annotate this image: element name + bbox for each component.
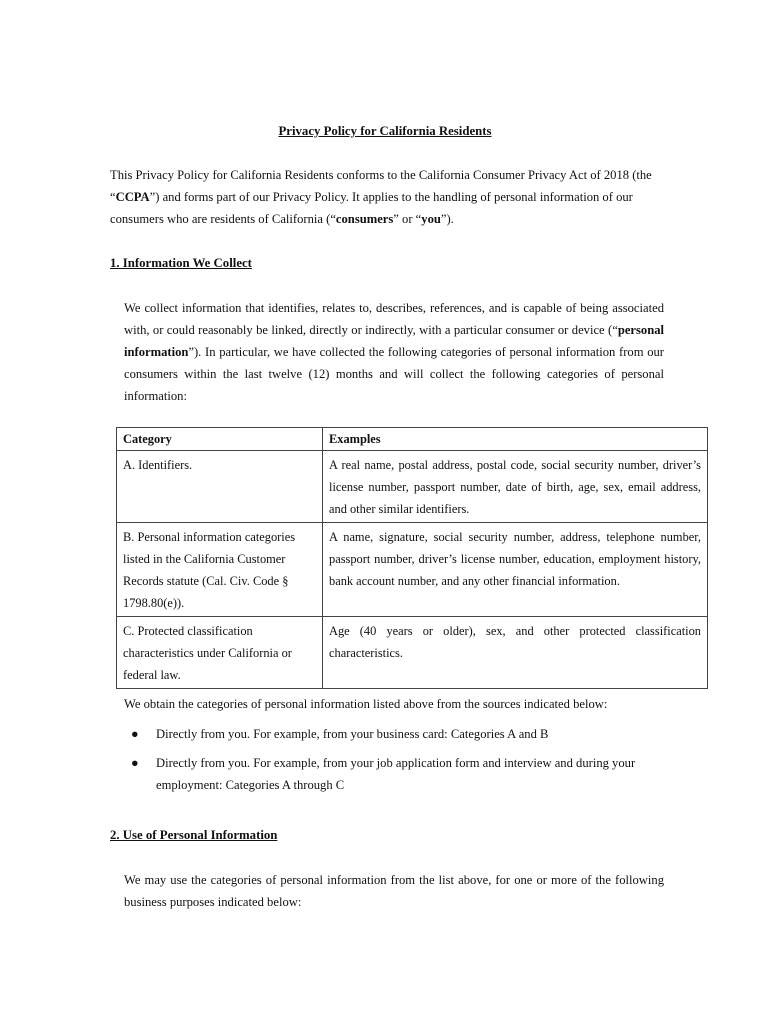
intro-bold-ccpa: CCPA: [115, 190, 150, 204]
section1-bold-personal-information: personal information: [124, 323, 664, 359]
table-row: [117, 617, 708, 689]
table-cell-examples: Age (40 years or older), sex, and other protected classification characteristics.: [323, 617, 708, 689]
section1-paragraph: [124, 297, 664, 407]
section2-paragraph: We may use the categories of personal information from the list above, for one or more of the following business purposes indicated below:: [124, 873, 664, 909]
intro-bold-you: you: [421, 212, 441, 226]
bullet-icon: ●: [131, 756, 139, 770]
intro-text-2: ”) and forms part of our Privacy Policy. It applies to the handling of personal information of our consumers who are residents of California (“: [110, 190, 633, 226]
page-title: Privacy Policy for California Residents: [278, 124, 492, 138]
section2-heading: 2. Use of Personal Information: [110, 828, 278, 842]
intro-text-3: ” or “: [393, 212, 422, 226]
categories-table: [116, 427, 708, 689]
intro-paragraph: [110, 164, 662, 230]
list-item: [124, 723, 664, 745]
table-header-examples: Examples: [323, 428, 708, 451]
table-cell-examples: A name, signature, social security number, address, telephone number, passport number, driver’s license number, education, employment history, bank account number, and any other financial information.: [323, 523, 708, 617]
list-item-text: Directly from you. For example, from your job application form and interview and during your employment: Categories A through C: [156, 756, 636, 792]
sources-list: [124, 723, 664, 803]
table-cell-examples: A real name, postal address, postal code, social security number, driver’s license number, passport number, date of birth, age, sex, email address, and other similar identifiers.: [323, 451, 708, 523]
table-row: [117, 523, 708, 617]
table-row: [117, 451, 708, 523]
list-item: [124, 752, 664, 796]
table-cell-category: A. Identifiers.: [117, 451, 323, 523]
intro-text-4: ”).: [440, 212, 454, 226]
bullet-icon: ●: [131, 727, 139, 741]
table-cell-category: B. Personal information categories listed in the California Customer Records statute (Cal. Civ. Code § 1798.80(e)).: [117, 523, 323, 617]
section1-text-1: We collect information that identifies, relates to, describes, references, and is capable of being associated with, or could reasonably be linked, directly or indirectly, with a particular consumer or device (“: [124, 301, 664, 337]
intro-text-1: This Privacy Policy for California Residents conforms to the California Consumer Privacy Act of 2018 (the “: [110, 168, 652, 204]
intro-bold-consumers: consumers: [335, 212, 394, 226]
section1-text-2: ”). In particular, we have collected the following categories of personal information from our consumers within the last twelve (12) months and will collect the following categories of personal information:: [124, 345, 664, 403]
table-header-row: [117, 428, 708, 451]
table-cell-category: C. Protected classification characteristics under California or federal law.: [117, 617, 323, 689]
list-item-text: Directly from you. For example, from your business card: Categories A and B: [156, 727, 549, 741]
section1-heading: 1. Information We Collect: [110, 256, 252, 270]
table-header-category: Category: [117, 428, 323, 451]
sources-intro: We obtain the categories of personal information listed above from the sources indicated below:: [124, 697, 608, 711]
